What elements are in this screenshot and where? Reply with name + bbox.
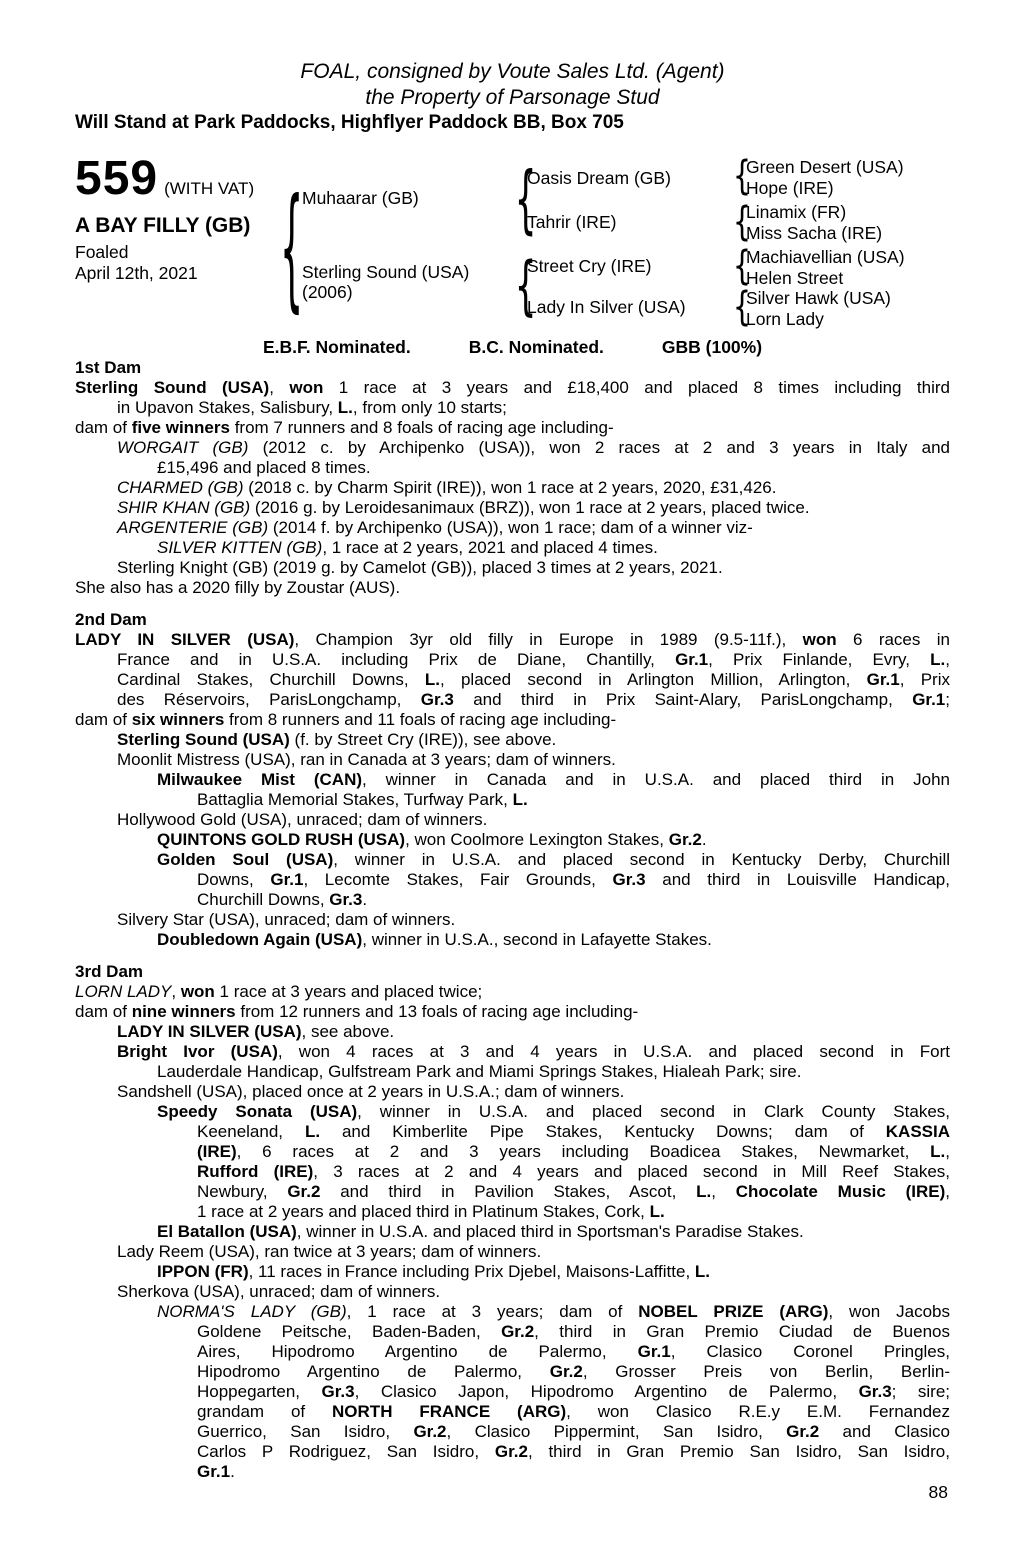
ebf-nominated-label: E.B.F. Nominated. bbox=[262, 337, 411, 357]
catalog-text-line: France and in U.S.A. including Prix de Diane, Chantilly, Gr.1, Prix Finlande, Evry, L., bbox=[117, 650, 950, 669]
pedigree-ancestor: Silver Hawk (USA) bbox=[746, 288, 891, 308]
pedigree-ancestor: Hope (IRE) bbox=[746, 178, 834, 198]
catalog-text-line: in Upavon Stakes, Salisbury, L., from only 10 starts; bbox=[117, 398, 507, 417]
catalog-text-line: des Réservoirs, ParisLongchamp, Gr.3 and third in Prix Saint-Alary, ParisLongchamp, Gr.1; bbox=[117, 690, 951, 709]
catalog-text-line: SHIR KHAN (GB) (2016 g. by Leroidesanimaux (BRZ)), won 1 race at 2 years, placed twice. bbox=[117, 498, 810, 517]
catalog-text-line: LADY IN SILVER (USA), see above. bbox=[117, 1022, 395, 1041]
catalog-text-line: Battaglia Memorial Stakes, Turfway Park, L. bbox=[197, 790, 528, 809]
header-property-line: the Property of Parsonage Stud bbox=[365, 86, 660, 109]
catalog-text-line: Golden Soul (USA), winner in U.S.A. and placed second in Kentucky Derby, Churchill bbox=[157, 850, 951, 869]
catalog-text-line: Silvery Star (USA), unraced; dam of winners. bbox=[117, 910, 456, 929]
catalog-text-line: Sherkova (USA), unraced; dam of winners. bbox=[117, 1282, 441, 1301]
catalog-text-line: SILVER KITTEN (GB), 1 race at 2 years, 2021 and placed 4 times. bbox=[157, 538, 658, 557]
catalog-text-line: Lauderdale Handicap, Gulfstream Park and Miami Springs Stakes, Hialeah Park; sire. bbox=[157, 1062, 802, 1081]
catalog-text-line: dam of six winners from 8 runners and 11 foals of racing age including- bbox=[75, 710, 617, 729]
catalog-text-line: Cardinal Stakes, Churchill Downs, L., placed second in Arlington Million, Arlington, Gr.1, Prix bbox=[117, 670, 950, 689]
catalog-text-line: £15,496 and placed 8 times. bbox=[157, 458, 371, 477]
brace-icon: { bbox=[732, 198, 752, 245]
pedigree-ancestor: Helen Street bbox=[746, 268, 844, 288]
header-location-line: Will Stand at Park Paddocks, Highflyer Paddock BB, Box 705 bbox=[75, 112, 624, 133]
catalog-text-line: Gr.1. bbox=[197, 1462, 235, 1481]
catalog-text-line: Rufford (IRE), 3 races at 2 and 4 years and placed second in Mill Reef Stakes, bbox=[197, 1162, 950, 1181]
brace-icon: { bbox=[514, 247, 537, 323]
catalog-text-line: Milwaukee Mist (CAN), winner in Canada and in U.S.A. and placed third in John bbox=[157, 770, 950, 789]
pedigree-dam-sire: Street Cry (IRE) bbox=[527, 256, 652, 276]
catalog-text-line: Downs, Gr.1, Lecomte Stakes, Fair Grounds, Gr.3 and third in Louisville Handicap, bbox=[197, 870, 950, 889]
brace-icon: { bbox=[732, 283, 752, 330]
catalog-text-line: grandam of NORTH FRANCE (ARG), won Clasico R.E.y E.M. Fernandez bbox=[197, 1402, 950, 1421]
catalog-text-line: Sandshell (USA), placed once at 2 years in U.S.A.; dam of winners. bbox=[117, 1082, 625, 1101]
catalog-text-line: Sterling Knight (GB) (2019 g. by Camelot (GB)), placed 3 times at 2 years, 2021. bbox=[117, 558, 723, 577]
dam-section-heading: 2nd Dam bbox=[75, 610, 147, 629]
catalog-text-line: Carlos P Rodriguez, San Isidro, Gr.2, third in Gran Premio San Isidro, San Isidro, bbox=[197, 1442, 950, 1461]
foaled-date: April 12th, 2021 bbox=[75, 263, 198, 283]
gbb-label: GBB (100%) bbox=[661, 337, 763, 357]
catalog-text-line: IPPON (FR), 11 races in France including Prix Djebel, Maisons-Laffitte, L. bbox=[157, 1262, 711, 1281]
catalog-text-line: (IRE), 6 races at 2 and 3 years including Boadicea Stakes, Newmarket, L., bbox=[197, 1142, 950, 1161]
catalog-text-line: Hollywood Gold (USA), unraced; dam of winners. bbox=[117, 810, 488, 829]
catalog-text-line: LADY IN SILVER (USA), Champion 3yr old filly in Europe in 1989 (9.5-11f.), won 6 races in bbox=[75, 630, 950, 649]
dam-section-heading: 1st Dam bbox=[75, 358, 142, 377]
foaled-label: Foaled bbox=[75, 242, 129, 262]
pedigree-sire-dam: Tahrir (IRE) bbox=[527, 212, 617, 232]
catalog-text-line: LORN LADY, won 1 race at 3 years and placed twice; bbox=[75, 982, 483, 1001]
header-consignor-line: FOAL, consigned by Voute Sales Ltd. (Agent) bbox=[300, 60, 725, 83]
catalog-text-line: Churchill Downs, Gr.3. bbox=[197, 890, 368, 909]
page-number: 88 bbox=[928, 1482, 948, 1502]
catalog-text-line: Moonlit Mistress (USA), ran in Canada at 3 years; dam of winners. bbox=[117, 750, 616, 769]
pedigree-dam-year: (2006) bbox=[302, 282, 353, 302]
catalog-text-line: Hipodromo Argentino de Palermo, Gr.2, Grosser Preis von Berlin, Berlin- bbox=[197, 1362, 951, 1381]
dam-section-heading: 3rd Dam bbox=[75, 962, 144, 981]
catalog-text-line: Goldene Peitsche, Baden-Baden, Gr.2, third in Gran Premio Ciudad de Buenos bbox=[197, 1322, 950, 1341]
pedigree-ancestor: Green Desert (USA) bbox=[746, 157, 904, 177]
catalog-text-line: Sterling Sound (USA) (f. by Street Cry (IRE)), see above. bbox=[117, 730, 557, 749]
catalog-text-line: CHARMED (GB) (2018 c. by Charm Spirit (IRE)), won 1 race at 2 years, 2020, £31,426. bbox=[117, 478, 777, 497]
catalog-text-line: NORMA'S LADY (GB), 1 race at 3 years; dam of NOBEL PRIZE (ARG), won Jacobs bbox=[157, 1302, 950, 1321]
nominations-row bbox=[75, 337, 950, 357]
lot-line bbox=[75, 152, 255, 205]
pedigree-dam: Sterling Sound (USA) bbox=[302, 262, 470, 282]
pedigree-ancestor: Miss Sacha (IRE) bbox=[746, 223, 883, 243]
catalog-text-line: She also has a 2020 filly by Zoustar (AUS). bbox=[75, 578, 401, 597]
catalog-text-line: Lady Reem (USA), ran twice at 3 years; dam of winners. bbox=[117, 1242, 542, 1261]
pedigree-tree bbox=[75, 150, 950, 335]
pedigree-sire-sire: Oasis Dream (GB) bbox=[527, 168, 671, 188]
catalog-text-line: 1 race at 2 years and placed third in Platinum Stakes, Cork, L. bbox=[197, 1202, 665, 1221]
catalog-text-line: dam of nine winners from 12 runners and 13 foals of racing age including- bbox=[75, 1002, 639, 1021]
catalog-text-line: Bright Ivor (USA), won 4 races at 3 and 4 years in U.S.A. and placed second in Fort bbox=[117, 1042, 951, 1061]
catalog-text-line: Speedy Sonata (USA), winner in U.S.A. and placed second in Clark County Stakes, bbox=[157, 1102, 950, 1121]
brace-icon: { bbox=[514, 155, 537, 243]
pedigree-sire: Muhaarar (GB) bbox=[302, 188, 419, 208]
pedigree-ancestor: Lorn Lady bbox=[746, 309, 824, 329]
catalog-text-line: Guerrico, San Isidro, Gr.2, Clasico Pippermint, San Isidro, Gr.2 and Clasico bbox=[197, 1422, 950, 1441]
brace-icon: { bbox=[279, 168, 304, 326]
catalog-text-line: ARGENTERIE (GB) (2014 f. by Archipenko (USA)), won 1 race; dam of a winner viz- bbox=[117, 518, 753, 537]
brace-icon: { bbox=[732, 242, 752, 289]
brace-icon: { bbox=[732, 152, 752, 199]
catalog-text-line: dam of five winners from 7 runners and 8 foals of racing age including- bbox=[75, 418, 614, 437]
pedigree-dam-dam: Lady In Silver (USA) bbox=[527, 297, 686, 317]
catalog-text-line: Aires, Hipodromo Argentino de Palermo, Gr.1, Clasico Coronel Pringles, bbox=[197, 1342, 950, 1361]
catalog-text-line: Newbury, Gr.2 and third in Pavilion Stakes, Ascot, L., Chocolate Music (IRE), bbox=[197, 1182, 951, 1201]
catalog-text-line: WORGAIT (GB) (2012 c. by Archipenko (USA)), won 2 races at 2 and 3 years in Italy and bbox=[117, 438, 950, 457]
catalog-body bbox=[75, 358, 950, 1482]
vat-note: (WITH VAT) bbox=[164, 179, 255, 198]
catalog-text-line: QUINTONS GOLD RUSH (USA), won Coolmore Lexington Stakes, Gr.2. bbox=[157, 830, 707, 849]
pedigree-ancestor: Machiavellian (USA) bbox=[746, 247, 905, 267]
horse-description: A BAY FILLY (GB) bbox=[75, 214, 251, 237]
catalog-text-line: Sterling Sound (USA), won 1 race at 3 years and £18,400 and placed 8 times including third bbox=[75, 378, 950, 397]
catalog-text-line: Hoppegarten, Gr.3, Clasico Japon, Hipodromo Argentino de Palermo, Gr.3; sire; bbox=[197, 1382, 951, 1401]
lot-number: 559 bbox=[75, 152, 159, 205]
pedigree-ancestor: Linamix (FR) bbox=[746, 202, 847, 222]
bc-nominated-label: B.C. Nominated. bbox=[468, 337, 604, 357]
catalog-text-line: El Batallon (USA), winner in U.S.A. and placed third in Sportsman's Paradise Stakes. bbox=[157, 1222, 804, 1241]
catalog-text-line: Doubledown Again (USA), winner in U.S.A., second in Lafayette Stakes. bbox=[157, 930, 712, 949]
catalog-text-line: Keeneland, L. and Kimberlite Pipe Stakes, Kentucky Downs; dam of KASSIA bbox=[197, 1122, 950, 1141]
